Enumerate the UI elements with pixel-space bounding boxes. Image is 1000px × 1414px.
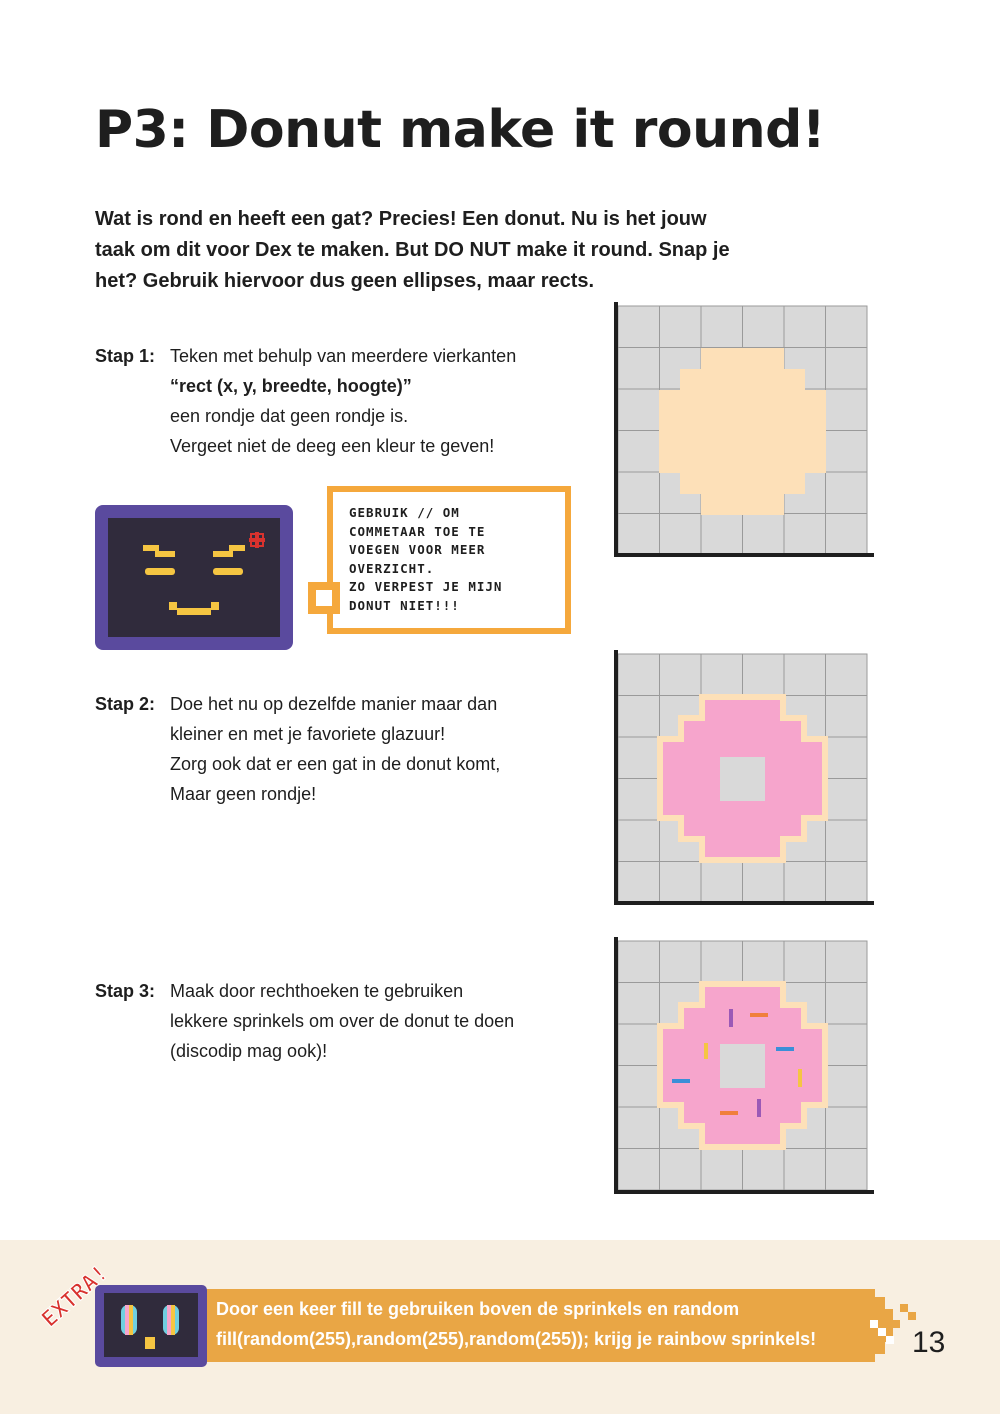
grid-cell [660, 862, 702, 904]
bubble-line: OVERZICHT. [349, 560, 435, 576]
step-line: Doe het nu op dezelfde manier maar dan [170, 694, 498, 714]
grid-cell [660, 941, 702, 983]
intro-line: taak om dit voor Dex te maken. But DO NUT make it round. Snap je [95, 239, 730, 261]
dough-shape [659, 348, 826, 515]
sprinkle [757, 1099, 761, 1117]
grid-cell [743, 941, 785, 983]
dough-rect [659, 390, 826, 473]
step-label: Stap 3: [95, 981, 156, 1001]
step-line: (discodip mag ook)! [170, 1041, 328, 1061]
grid-cell [826, 1024, 868, 1066]
grid-cell [826, 1149, 868, 1191]
grid-cell [618, 696, 660, 738]
grid-cell [826, 941, 868, 983]
step-line: “rect (x, y, breedte, hoogte)” [170, 376, 412, 396]
bubble-text [349, 504, 564, 615]
grid-cell [618, 431, 660, 473]
grid-cell [743, 654, 785, 696]
bubble-tail [308, 582, 340, 614]
grid-cell [784, 306, 826, 348]
intro-line: het? Gebruik hiervoor dus geen ellipses, maar rects. [95, 270, 595, 292]
grid-cell [618, 389, 660, 431]
grid-cell [618, 348, 660, 390]
robot-dex-illustration [95, 505, 293, 650]
page-title: P3: Donut make it round! [95, 100, 826, 160]
step-line: kleiner en met je favoriete glazuur! [170, 724, 446, 744]
extra-tag [30, 1240, 140, 1340]
donut-shape [657, 694, 828, 863]
bubble-line: DONUT NIET!!! [349, 597, 460, 613]
intro-paragraph [95, 204, 775, 297]
grid-cell [618, 820, 660, 862]
grid-cell [826, 514, 868, 556]
grid-cell [826, 348, 868, 390]
step-line: Maak door rechthoeken te gebruiken [170, 981, 464, 1001]
sprinkle [704, 1043, 708, 1059]
grid-cell [826, 472, 868, 514]
grid-cell [618, 1149, 660, 1191]
donut-hole [720, 1044, 765, 1088]
grid-step3-sprinkles [614, 937, 874, 1192]
grid-cell [784, 941, 826, 983]
grid-cell [826, 654, 868, 696]
donut-shape [657, 981, 828, 1150]
grid-cell [701, 1149, 743, 1191]
sprinkle [798, 1069, 802, 1087]
grid-cell [743, 514, 785, 556]
page-number: 13 [912, 1326, 946, 1359]
donut-hole [720, 757, 765, 801]
sprinkle [672, 1079, 690, 1083]
extra-line: fill(random(255),random(255),random(255)); krijg je rainbow sprinkels! [216, 1329, 817, 1349]
grid-cell [701, 306, 743, 348]
sprinkle [776, 1047, 794, 1051]
step-line: Vergeet niet de deeg een kleur te geven! [170, 436, 495, 456]
grid-cell [826, 862, 868, 904]
grid-cell [743, 1149, 785, 1191]
grid-cell [701, 654, 743, 696]
grid-cell [660, 306, 702, 348]
grid-cell [826, 1107, 868, 1149]
grid-cell [618, 1107, 660, 1149]
grid-cell [826, 1066, 868, 1108]
grid-cell [826, 696, 868, 738]
grid-cell [701, 862, 743, 904]
grid-cell [784, 514, 826, 556]
step-label: Stap 1: [95, 346, 156, 366]
grid-cell [826, 983, 868, 1025]
grid-cell [618, 306, 660, 348]
grid-cell [826, 779, 868, 821]
grid-cell [826, 431, 868, 473]
grid-cell [618, 983, 660, 1025]
grid-step2-glaze [614, 650, 874, 905]
grid-cell [618, 654, 660, 696]
bubble-line: COMMETAAR TOE TE [349, 523, 486, 539]
grid-cell [826, 737, 868, 779]
step-line: een rondje dat geen rondje is. [170, 406, 409, 426]
sprinkle [729, 1009, 733, 1027]
grid-cell [618, 862, 660, 904]
sprinkle [720, 1111, 738, 1115]
grid-cell [826, 306, 868, 348]
extra-line: Door een keer fill te gebruiken boven de sprinkels en random [216, 1299, 740, 1319]
grid-cell [784, 862, 826, 904]
anger-mark-icon [249, 532, 265, 548]
grid-cell [618, 1066, 660, 1108]
grid-cell [618, 737, 660, 779]
grid-cell [826, 389, 868, 431]
grid-cell [618, 779, 660, 821]
grid-cell [660, 654, 702, 696]
grid-step1-dough [614, 302, 874, 557]
sprinkle [750, 1013, 768, 1017]
grid-cell [660, 1149, 702, 1191]
grid-cell [618, 472, 660, 514]
grid-cell [743, 862, 785, 904]
grid-cell [743, 306, 785, 348]
step-line: lekkere sprinkels om over de donut te doen [170, 1011, 515, 1031]
grid-cell [618, 1024, 660, 1066]
step-line: Teken met behulp van meerdere vierkanten [170, 346, 517, 366]
step-line: Maar geen rondje! [170, 784, 317, 804]
extra-tag-label: EXTRA! [37, 1260, 114, 1333]
step-line: Zorg ook dat er een gat in de donut komt, [170, 754, 501, 774]
grid-cell [660, 514, 702, 556]
grid-cell [784, 1149, 826, 1191]
step-label: Stap 2: [95, 694, 156, 714]
bubble-line: GEBRUIK // OM [349, 505, 460, 520]
grid-cell [701, 514, 743, 556]
grid-cell [784, 654, 826, 696]
grid-cell [618, 514, 660, 556]
grid-cell [701, 941, 743, 983]
grid-cell [826, 820, 868, 862]
extra-tip-text [216, 1294, 816, 1354]
bubble-line: VOEGEN VOOR MEER [349, 542, 486, 557]
intro-line: Wat is rond en heeft een gat? Precies! Een donut. Nu is het jouw [95, 208, 707, 230]
grid-cell [618, 941, 660, 983]
bubble-line: ZO VERPEST JE MIJN [349, 579, 503, 594]
